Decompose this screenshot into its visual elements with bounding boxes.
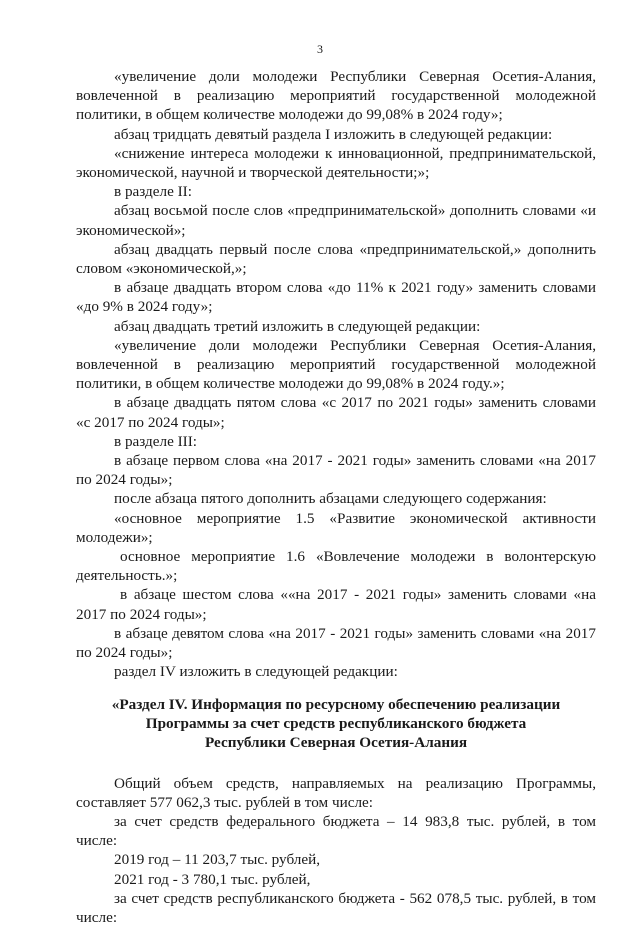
paragraph: за счет средств республиканского бюджета - 562 078,5 тыс. рублей, в том числе: [76, 889, 596, 926]
paragraph: в абзаце девятом слова «на 2017 - 2021 годы» заменить словами «на 2017 по 2024 годы»; [76, 624, 596, 662]
paragraph: абзац тридцать девятый раздела I изложить в следующей редакции: [114, 125, 553, 143]
paragraph: после абзаца пятого дополнить абзацами следующего содержания: [114, 490, 547, 508]
paragraph: раздел IV изложить в следующей редакции: [114, 663, 398, 681]
paragraph: в абзаце двадцать втором слова «до 11% к 2021 году» заменить словами «до 9% в 2024 году»; [76, 279, 596, 316]
document-body [76, 67, 596, 927]
paragraph: абзац двадцать третий изложить в следующей редакции: [114, 317, 481, 335]
paragraph: в абзаце двадцать пятом слова «с 2017 по 2021 годы» заменить словами «с 2017 по 2024 годы»; [76, 394, 596, 431]
paragraph: абзац двадцать первый после слова «предпринимательской,» дополнить словом «экономической,»; [76, 240, 596, 278]
paragraph: за счет средств федерального бюджета – 14 983,8 тыс. рублей, в том числе: [76, 812, 596, 850]
paragraph: «увеличение доли молодежи Республики Северная Осетия-Алания, вовлеченной в реализацию мероприятий государственной молодежной политики, в общем количестве молодежи до 99,08% в 2024 году.»; [76, 336, 596, 393]
paragraph: основное мероприятие 1.6 «Вовлечение молодежи в волонтерскую деятельность.»; [76, 548, 596, 585]
paragraph: в абзаце шестом слова ««на 2017 - 2021 годы» заменить словами «на 2017 по 2024 годы»; [76, 586, 596, 623]
heading-line: Республики Северная Осетия-Алания [204, 733, 468, 751]
paragraph: абзац восьмой после слов «предпринимательской» дополнить словами «и экономической»; [76, 202, 596, 239]
paragraph: в разделе III: [114, 432, 198, 450]
heading-line: «Раздел IV. Информация по ресурсному обеспечению реализации [111, 695, 561, 713]
section-heading [76, 695, 596, 752]
paragraph: в разделе II: [114, 183, 192, 201]
heading-line: Программы за счет средств республиканского бюджета [145, 714, 527, 732]
paragraph: 2021 год - 3 780,1 тыс. рублей, [114, 870, 311, 888]
paragraph: «основное мероприятие 1.5 «Развитие экономической активности молодежи»; [76, 509, 596, 546]
paragraph: в абзаце первом слова «на 2017 - 2021 годы» заменить словами «на 2017 по 2024 годы»; [76, 452, 596, 489]
paragraph: «снижение интереса молодежи к инновационной, предпринимательской, экономической, научной и творческой деятельности;»; [76, 144, 596, 182]
paragraph: Общий объем средств, направляемых на реализацию Программы, составляет 577 062,3 тыс. рублей в том числе: [76, 774, 596, 811]
paragraph: «увеличение доли молодежи Республики Северная Осетия-Алания, вовлеченной в реализацию мероприятий государственной молодежной политики, в общем количестве молодежи до 99,08% в 2024 году»; [76, 68, 596, 124]
paragraph: 2019 год – 11 203,7 тыс. рублей, [114, 851, 321, 869]
page-number: 3 [317, 42, 323, 56]
